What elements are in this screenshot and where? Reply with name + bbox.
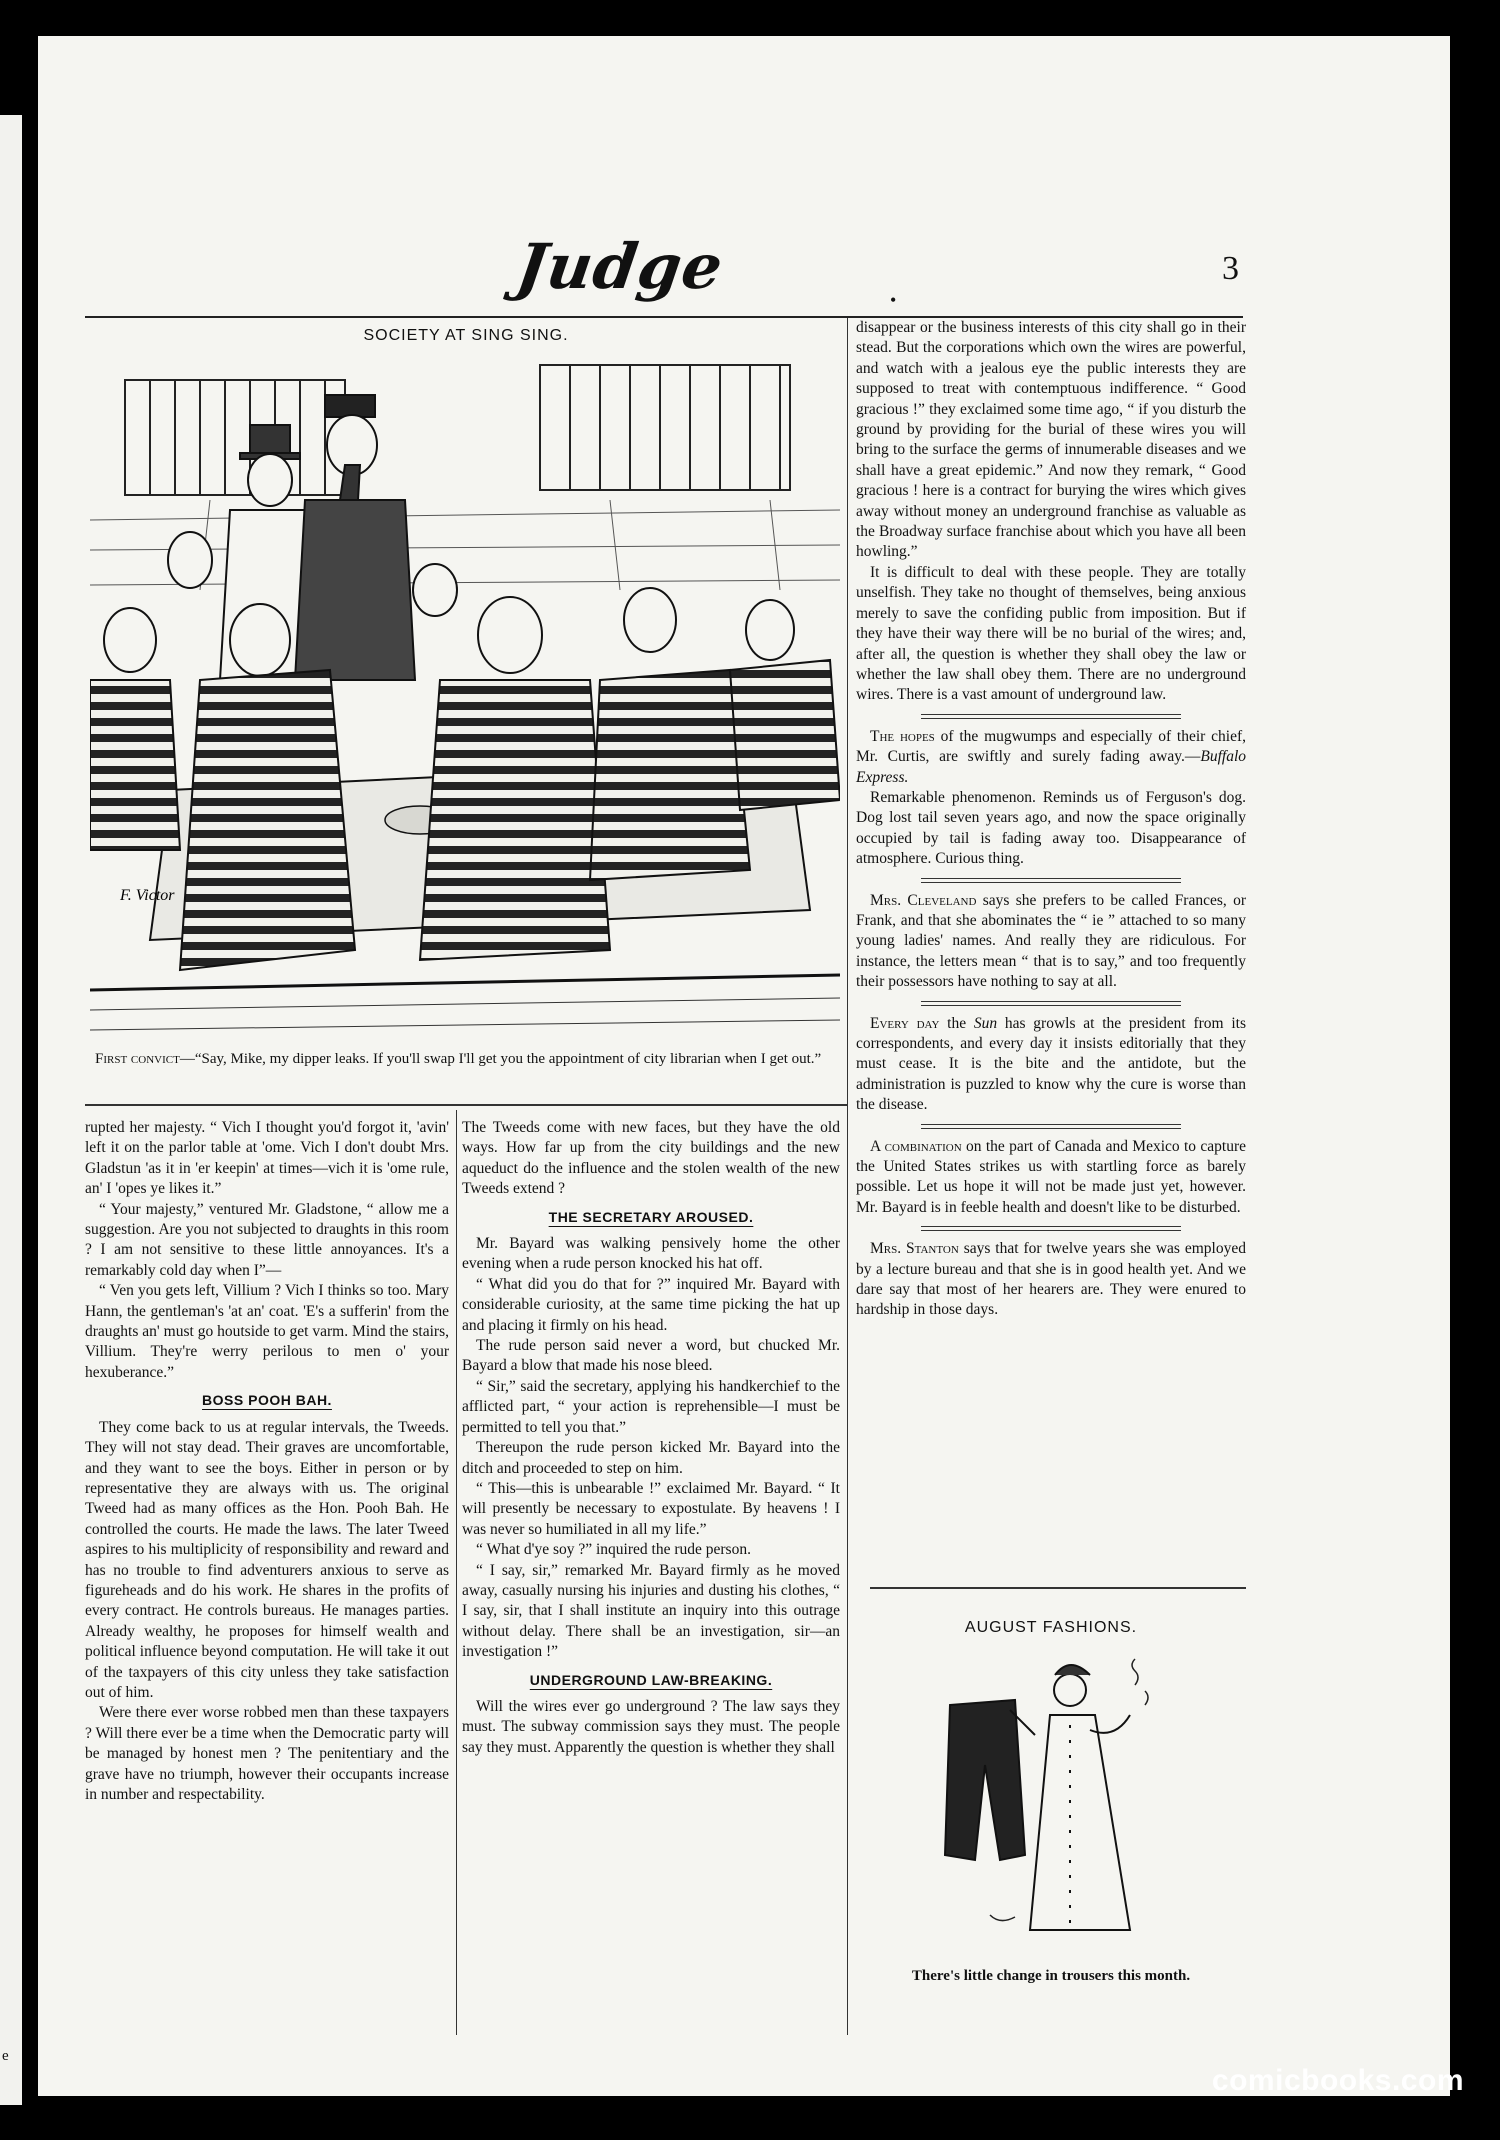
paragraph: They come back to us at regular intervals, the Tweeds. They will not stay dead. Their graves are uncomfortable, and they want to see the boys. Either in person or by representative they are always with us. The original Tweed had as many offices as the Hon. Pooh Bah. He controlled the courts. He made the laws. The later Tweed aspires to his multiplicity of responsibility and reward and has no trouble to find adventurers anxious to serve as figureheads and do his work. He shares in the profits of every contract. He controls bureaus. He manages parties. Already wealthy, he proposes for himself wealth and political influence beyond computation. He will take it out of the taxpayers of this city unless they take satisfaction out of him. — [85, 1418, 449, 1701]
paragraph: “ I say, sir,” remarked Mr. Bayard firmly as he moved away, casually nursing his injuries and dusting his clothes, “ I say, sir, that I shall institute an inquiry into this outrage without delay. There shall be an investigation, sir—an investigation !” — [462, 1561, 840, 1661]
adjacent-page-fragment: e — [2, 2048, 9, 2064]
paragraph: It is difficult to deal with these people. They are totally unselfish. They take no thought of themselves, being anxious merely to save the confiding public from imposition. But if they have their way there will be no burial of the wires; and, after all, the question is whether they shall obey the law or whether the law shall obey them. There are no underground wires. There is a vast amount of underground law. — [856, 563, 1246, 704]
paragraph: Mr. Bayard was walking pensively home the other evening when a rude person knocked his hat off. — [462, 1235, 840, 1273]
paragraph: Were there ever worse robbed men than these taxpayers ? Will there ever be a time when the Democratic party will be managed by honest men ? The penitentiary and the grave have no triumph, however their occupants increase in number and respectability. — [85, 1704, 449, 1803]
column-divider-middle — [456, 1110, 457, 2035]
august-fashions-illustration — [930, 1645, 1180, 1945]
section-heading-secretary-aroused: THE SECRETARY AROUSED. — [548, 1208, 754, 1225]
illustration-bottom-rule — [85, 1104, 847, 1106]
lead-in: Mrs. Cleveland — [870, 891, 977, 909]
paragraph — [856, 1137, 1246, 1219]
paragraph: “ This—this is unbearable !” exclaimed Mr. Bayard. “ It will presently be necessary to expostulate. By heavens ! I was never so humiliated in all my life.” — [462, 1479, 840, 1538]
article-column-1 — [85, 1118, 449, 1805]
source-citation: Buffalo Express. — [856, 748, 1246, 786]
adjacent-page-edge — [0, 115, 22, 2105]
paragraph-text: the — [939, 1014, 974, 1032]
lead-in: The hopes — [870, 727, 935, 745]
article-column-2 — [462, 1118, 840, 1758]
newspaper-name: Sun — [973, 1014, 998, 1032]
paragraph — [856, 891, 1246, 993]
caption-text: —“Say, Mike, my dipper leaks. If you'll swap I'll get you the appointment of city librarian when I get out.” — [179, 1051, 822, 1067]
watermark: comicbooks.com — [1211, 2064, 1464, 2097]
masthead-title: Judge — [512, 230, 728, 303]
paragraph-text: says that for twelve years she was employed by a lecture bureau and that she is in good health yet. And we dare say that most of her hearers are. They were enured to hardship in those days. — [856, 1240, 1246, 1319]
august-fashions-title: AUGUST FASHIONS. — [964, 1619, 1138, 1636]
masthead-ornament: • — [890, 290, 897, 310]
paragraph-separator — [921, 714, 1181, 719]
paragraph: Thereupon the rude person kicked Mr. Bayard into the ditch and proceeded to step on him. — [462, 1439, 840, 1477]
masthead — [0, 230, 1500, 320]
illustration-signature: F. Victor — [120, 887, 175, 904]
article-column-3 — [856, 318, 1246, 1321]
lead-in: A combination — [870, 1137, 962, 1155]
illustration-title: SOCIETY AT SING SING. — [363, 327, 569, 344]
lead-in: Every day — [870, 1014, 940, 1032]
paragraph-separator — [921, 878, 1181, 883]
paragraph: rupted her majesty. “ Vich I thought you'd forgot it, 'avin' left it on the parlor table at 'ome. Vich I don't doubt Mrs. Gladstun 'as it in 'er keepin' at times—vich it is 'ome rule, an' I 'opes ye likes it.” — [85, 1119, 449, 1198]
paragraph: “ Ven you gets left, Villium ? Vich I thinks so too. Mary Hann, the gentleman's 'at an' coat. 'E's a sufferin' from the draughts an' must go houtside to get varm. Mind the stairs, Villium. They're werry perilous to men o' your hexuberance.” — [85, 1282, 449, 1381]
column-3-end-rule — [870, 1587, 1246, 1589]
paragraph-text: on the part of Canada and Mexico to capture the United States strikes us with startling force as barely possible. Let us hope it will not be made just yet, however. Mr. Bayard is in feeble health and doesn't like to be disturbed. — [856, 1137, 1246, 1216]
paragraph: Remarkable phenomenon. Reminds us of Ferguson's dog. Dog lost tail seven years ago, and now the space originally occupied by tail is fading away too. Disappearance of atmosphere. Curious thing. — [856, 788, 1246, 868]
paragraph: “ What d'ye soy ?” inquired the rude person. — [476, 1541, 751, 1559]
society-at-sing-sing-illustration — [90, 350, 840, 1045]
paragraph — [856, 727, 1246, 788]
paragraph-separator — [921, 1226, 1181, 1231]
paragraph-text: has growls at the president from its correspondents, and every day it insists editorially that they must cease. It is the bite and the antidote, but the administration is puzzled to know why the cure is worse than the disease. — [856, 1014, 1246, 1114]
caption-speaker: First convict — [95, 1051, 180, 1067]
paragraph: “ What did you do that for ?” inquired Mr. Bayard with considerable curiosity, at the same time picking the hat up and placing it firmly on his head. — [462, 1275, 840, 1334]
column-divider-right — [847, 318, 848, 2035]
lead-in: Mrs. Stanton — [870, 1240, 959, 1258]
page-number: 3 — [1222, 250, 1239, 287]
illustration-caption — [95, 1050, 845, 1069]
paragraph-separator — [921, 1124, 1181, 1129]
paragraph-text: of the mugwumps and especially of their chief, Mr. Curtis, are swiftly and surely fading away.— — [856, 727, 1246, 766]
paragraph: The rude person said never a word, but chucked Mr. Bayard a blow that made his nose bleed. — [462, 1337, 840, 1375]
paragraph — [856, 1014, 1246, 1116]
paragraph: Will the wires ever go underground ? The law says they must. The subway commission says they must. The people say they must. Apparently the question is whether they shall — [462, 1697, 840, 1756]
paragraph: The Tweeds come with new faces, but they have the old ways. How far up from the city buildings and the new aqueduct do the influence and the stolen wealth of the new Tweeds extend ? — [462, 1119, 840, 1198]
paragraph: disappear or the business interests of this city shall go in their stead. But the corporations which own the wires are powerful, and watch with a jealous eye the public interests they are supposed to treat with contemptuous indifference. “ Good gracious !” they exclaimed some time ago, “ if you disturb the ground by providing for the burial of these wires you will bring to the surface the germs of innumerable diseases and we shall have a great epidemic.” And now they remark, “ Good gracious ! here is a contract for burying the wires which gives away without money an underground franchise as valuable as the Broadway surface franchise about which you have all been howling.” — [856, 319, 1246, 561]
august-fashions-caption: There's little change in trousers this month. — [911, 1968, 1191, 1984]
paragraph — [856, 1239, 1246, 1321]
paragraph: “ Your majesty,” ventured Mr. Gladstone, “ allow me a suggestion. Are you not subjected to draughts in this room ? I am not sensitive to these little annoyances. It's a remarkably cold day when I”— — [85, 1200, 449, 1279]
paragraph-separator — [921, 1001, 1181, 1006]
paragraph: “ Sir,” said the secretary, applying his handkerchief to the afflicted part, “ your action is reprehensible—I must be permitted to tell you that.” — [462, 1377, 840, 1436]
section-heading-boss-pooh-bah: BOSS POOH BAH. — [202, 1392, 332, 1409]
paragraph-text: says she prefers to be called Frances, or Frank, and that she abominates the “ ie ” attached to so many young ladies' names. And really they are ridiculous. For instance, the letters mean “ that is to say,” and too frequently their possessors have nothing to say at all. — [856, 891, 1246, 991]
section-heading-underground-law-breaking: UNDERGROUND LAW-BREAKING. — [529, 1671, 773, 1688]
